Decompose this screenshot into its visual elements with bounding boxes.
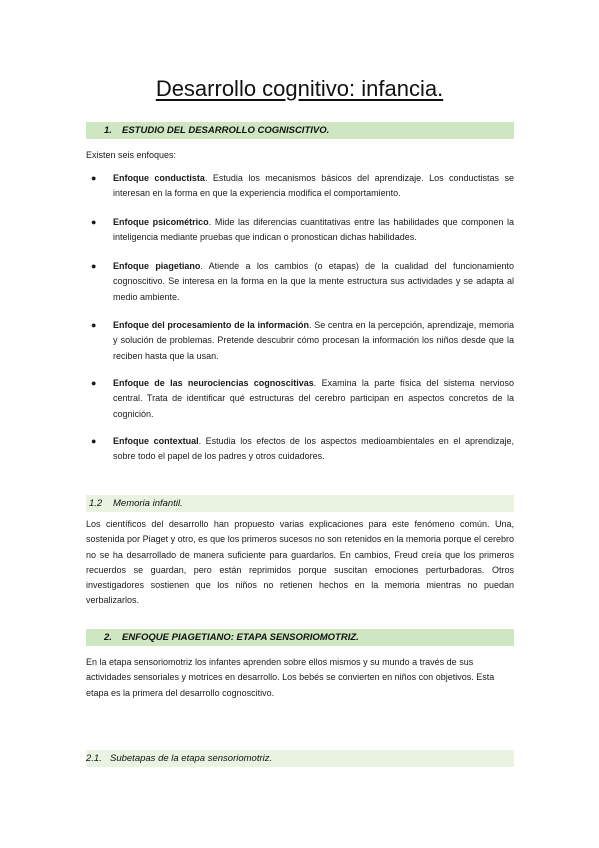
- section-1-intro: Existen seis enfoques:: [86, 150, 177, 160]
- page-title: Desarrollo cognitivo: infancia.: [155, 76, 444, 101]
- section-1-2-number: 1.2: [89, 498, 103, 509]
- list-item-piagetiano: [91, 259, 514, 305]
- list-item-neurociencias: [91, 376, 514, 422]
- section-1-2-heading: Memoria infantil.: [113, 498, 183, 509]
- section-1-2-heading-bar: [86, 495, 514, 512]
- section-2-1-heading: Subetapas de la etapa sensoriomotriz.: [110, 753, 273, 764]
- bullet-term: Enfoque del procesamiento de la información: [113, 320, 310, 330]
- section-1-heading: ESTUDIO DEL DESARROLLO COGNISCITIVO.: [122, 125, 330, 136]
- bullet-text: . Examina la parte física del sistema nervioso central. Trata de identificar qué estructuras del cerebro participan en aspectos concretos de la cognición.: [113, 378, 514, 419]
- list-item-psicometrico: [91, 215, 514, 246]
- bullet-term: Enfoque de las neurociencias cognoscitivas: [113, 378, 314, 388]
- bullet-icon: ●: [91, 436, 97, 446]
- section-2-number: 2.: [104, 632, 112, 643]
- section-2-paragraph: En la etapa sensoriomotriz los infantes aprenden sobre ellos mismos y su mundo a través de sus actividades sensoriales y motrices en desarrollo. Los bebés se convierten en niños con objetivos. Esta etapa es la primera del desarrollo cognoscitivo.: [86, 657, 495, 698]
- bullet-text: . Mide las diferencias cuantitativas entre las habilidades que componen la inteligencia mediante pruebas que indican o pronostican dichas habilidades.: [113, 217, 514, 243]
- section-2-1-heading-bar: [86, 750, 514, 767]
- bullet-icon: ●: [91, 378, 97, 388]
- list-item-conductista: [91, 171, 514, 202]
- section-1-2-paragraph: Los científicos del desarrollo han propuesto varias explicaciones para este fenómeno común. Una, sostenida por Piaget y otro, es que los primeros sucesos no son retenidos en la memoria porque el cerebro no se ha desarrollado de manera suficiente para guardarlos. En cambios, Freud creía que los primeros recuerdos se guardan, pero están reprimidos porque suscitan emociones perturbadoras. Otros investigadores sostienen que los niños no retienen hechos en la memoria mientras no puedan verbalizarlos.: [86, 519, 514, 606]
- bullet-icon: ●: [91, 261, 97, 271]
- section-1-heading-bar: [86, 122, 514, 139]
- bullet-term: Enfoque psicométrico: [113, 217, 209, 227]
- bullet-text: . Atiende a los cambios (o etapas) de la cualidad del funcionamiento cognoscitivo. Se interesa en la forma en la que la mente estructura sus actividades y se adapta al medio ambiente.: [113, 261, 514, 302]
- bullet-text: . Estudia los efectos de los aspectos medioambientales en el aprendizaje, sobre todo el papel de los padres y otros cuidadores.: [113, 436, 514, 462]
- section-2-heading-bar: [86, 629, 514, 646]
- list-item-contextual: [91, 434, 514, 465]
- bullet-term: Enfoque contextual: [113, 436, 199, 446]
- bullet-term: Enfoque piagetiano: [113, 261, 201, 271]
- list-item-procesamiento: [91, 318, 514, 364]
- section-2-1-number: 2.1.: [86, 753, 102, 764]
- section-2-heading: ENFOQUE PIAGETIANO: ETAPA SENSORIOMOTRIZ.: [122, 632, 359, 643]
- section-1-number: 1.: [104, 125, 112, 136]
- bullet-text: . Estudia los mecanismos básicos del aprendizaje. Los conductistas se interesan en la forma en que la experiencia modifica el comportamiento.: [113, 173, 514, 199]
- bullet-text: . Se centra en la percepción, aprendizaje, memoria y solución de problemas. Pretende descubrir cómo procesan la información los niños desde que la reciben hasta que la usan.: [113, 320, 514, 361]
- bullet-icon: ●: [91, 217, 97, 227]
- bullet-term: Enfoque conductista: [113, 173, 205, 183]
- bullet-icon: ●: [91, 320, 97, 330]
- bullet-icon: ●: [91, 173, 97, 183]
